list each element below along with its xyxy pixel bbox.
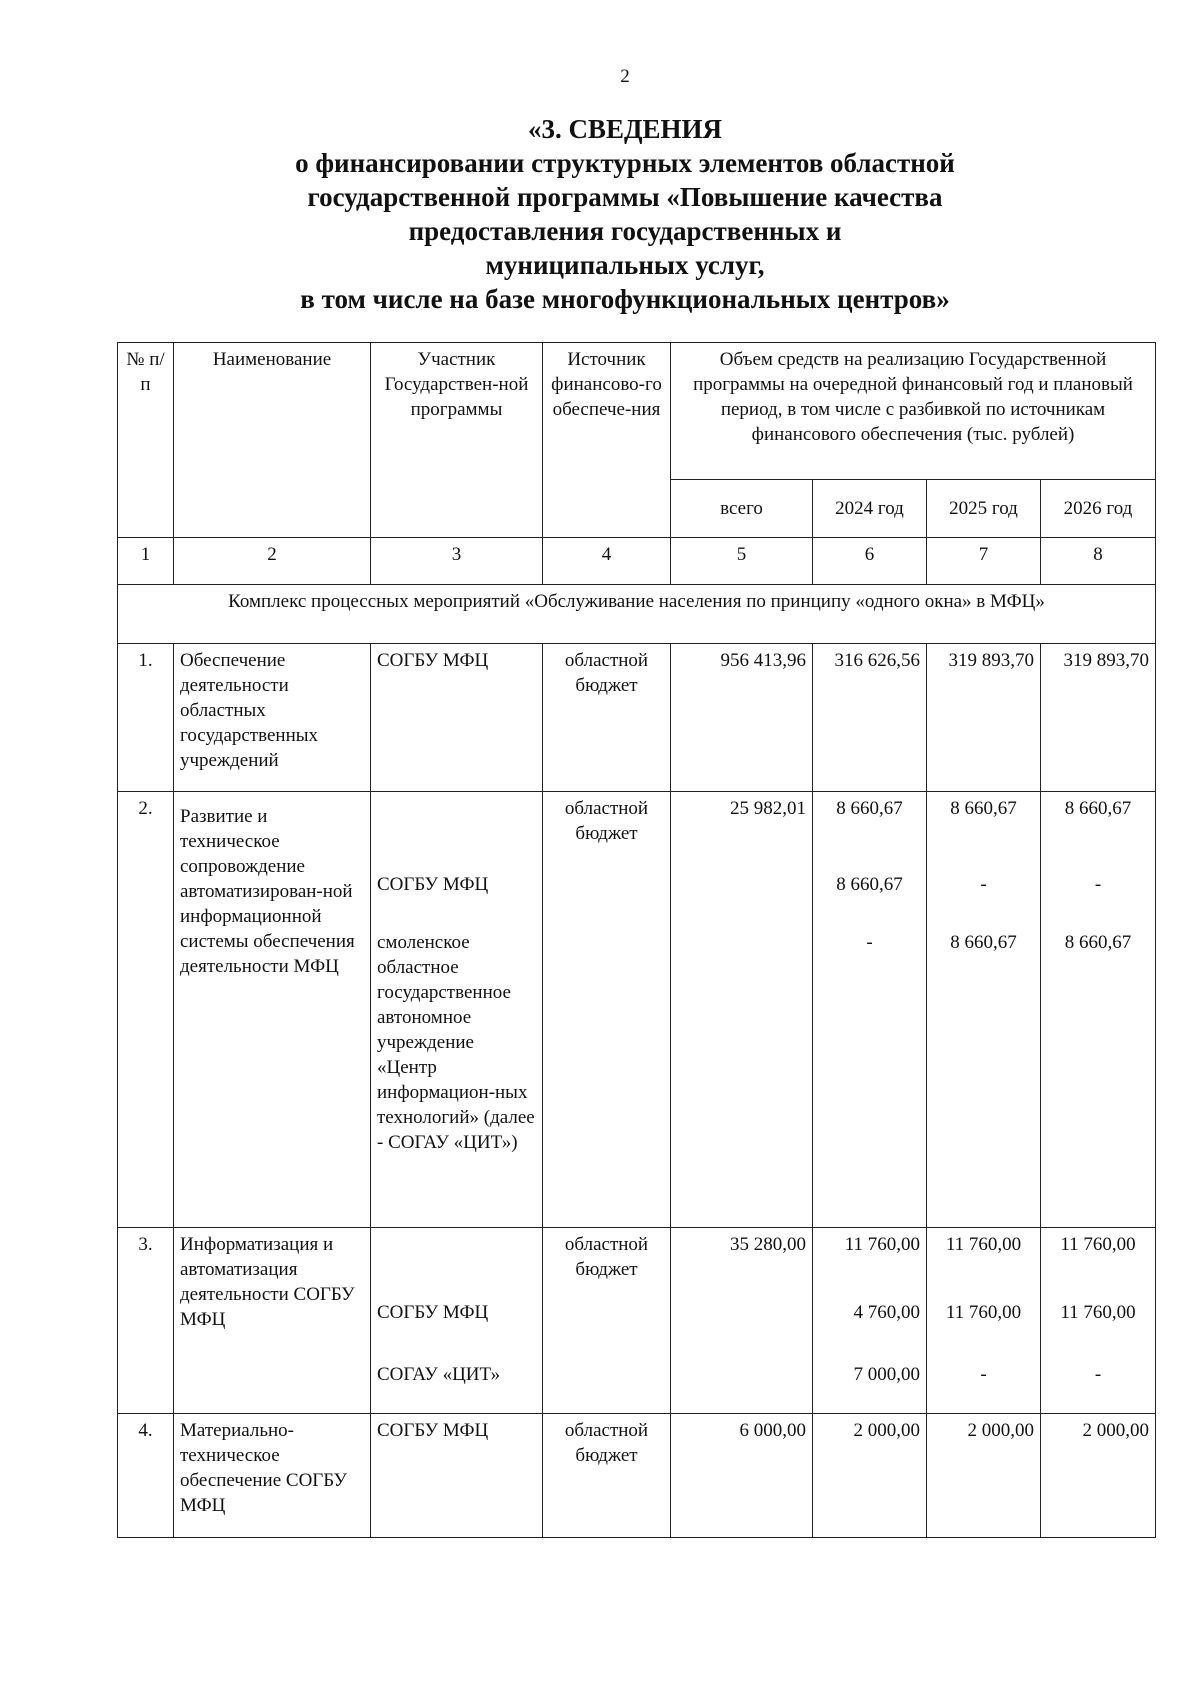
row-2026: 2 000,00 <box>1041 1414 1156 1538</box>
row-name: Материально-техническое обеспечение СОГБУ МФЦ <box>174 1414 371 1538</box>
row-2025-cell <box>927 792 1041 1228</box>
title-line: о финансировании структурных элементов областной <box>295 148 955 178</box>
participant-b: СОГАУ «ЦИТ» <box>377 1364 501 1385</box>
row-source: областной бюджет <box>543 1228 671 1414</box>
row-2024-b: - <box>866 932 873 953</box>
row-2025: 8 660,67 <box>950 798 1017 819</box>
row-2024: 316 626,56 <box>813 644 927 792</box>
col-number: 1 <box>118 538 174 585</box>
row-2024-a: 4 760,00 <box>853 1302 920 1323</box>
header-row <box>118 343 1156 480</box>
row-name: Информатизация и автоматизация деятельности СОГБУ МФЦ <box>174 1228 371 1414</box>
row-2025-b: 8 660,67 <box>950 932 1017 953</box>
col-number: 6 <box>813 538 927 585</box>
row-2024-a: 8 660,67 <box>836 874 903 895</box>
participant-b: смоленское областное государственное автономное учреждение «Центр информацион-ных технологий» (далее - СОГАУ «ЦИТ») <box>377 932 535 1153</box>
financing-table <box>117 342 1156 1538</box>
row-2026-cell <box>1041 1228 1156 1414</box>
participant-a: СОГБУ МФЦ <box>377 1302 489 1323</box>
section-title: Комплекс процессных мероприятий «Обслуживание населения по принципу «одного окна» в МФЦ» <box>118 585 1156 644</box>
row-source: областной бюджет <box>543 644 671 792</box>
row-num: 2. <box>118 792 174 1228</box>
section-row <box>118 585 1156 644</box>
participant-a: СОГБУ МФЦ <box>377 874 489 895</box>
row-2024-cell <box>813 792 927 1228</box>
row-participants <box>371 792 543 1228</box>
row-name: Обеспечение деятельности областных государственных учреждений <box>174 644 371 792</box>
row-2026-b: - <box>1094 1364 1102 1385</box>
row-2024: 8 660,67 <box>836 798 903 819</box>
title-line: «3. СВЕДЕНИЯ <box>527 114 723 144</box>
header-name: Наименование <box>174 343 371 538</box>
col-number: 4 <box>543 538 671 585</box>
row-participant: СОГБУ МФЦ <box>371 1414 543 1538</box>
row-2025: 11 760,00 <box>945 1234 1022 1255</box>
table-row <box>118 792 1156 1228</box>
row-2026: 8 660,67 <box>1064 798 1132 819</box>
row-participant: СОГБУ МФЦ <box>371 644 543 792</box>
row-2026-b: 8 660,67 <box>1064 932 1132 953</box>
header-2026: 2026 год <box>1041 480 1156 538</box>
row-num: 4. <box>118 1414 174 1538</box>
row-2025: 2 000,00 <box>927 1414 1041 1538</box>
row-num: 1. <box>118 644 174 792</box>
col-number: 5 <box>671 538 813 585</box>
row-2026-cell <box>1041 792 1156 1228</box>
row-participants <box>371 1228 543 1414</box>
row-name: Развитие и техническое сопровождение автоматизирован-ной информационной системы обеспечения деятельности МФЦ <box>174 792 371 1228</box>
col-number: 2 <box>174 538 371 585</box>
column-numbers-row <box>118 538 1156 585</box>
row-2025-cell <box>927 1228 1041 1414</box>
title-line: государственной программы «Повышение качества <box>307 182 943 212</box>
row-total: 956 413,96 <box>671 644 813 792</box>
row-2024-cell <box>813 1228 927 1414</box>
document-title <box>0 112 1200 316</box>
title-line: в том числе на базе многофункциональных центров» <box>300 284 950 314</box>
row-source: областной бюджет <box>543 1414 671 1538</box>
row-num: 3. <box>118 1228 174 1414</box>
row-2024-b: 7 000,00 <box>853 1364 920 1385</box>
title-line: предоставления государственных и <box>408 216 842 246</box>
title-line: муниципальных услуг, <box>485 250 765 280</box>
header-2024: 2024 год <box>813 480 927 538</box>
row-total: 35 280,00 <box>671 1228 813 1414</box>
row-2026-a: - <box>1094 874 1102 895</box>
page-number: 2 <box>620 66 630 87</box>
table-row <box>118 1414 1156 1538</box>
row-2025-b: - <box>980 1364 987 1385</box>
row-total: 6 000,00 <box>671 1414 813 1538</box>
row-2024: 11 760,00 <box>844 1234 920 1255</box>
header-num: № п/п <box>118 343 174 538</box>
row-2025-a: - <box>980 874 987 895</box>
header-volume: Объем средств на реализацию Государственной программы на очередной финансовый год и плановый период, в том числе с разбивкой по источникам финансового обеспечения (тыс. рублей) <box>671 343 1156 480</box>
table-row <box>118 1228 1156 1414</box>
row-2024: 2 000,00 <box>813 1414 927 1538</box>
row-2025-a: 11 760,00 <box>945 1302 1022 1323</box>
row-2026: 319 893,70 <box>1041 644 1156 792</box>
header-participant: Участник Государствен-ной программы <box>371 343 543 538</box>
row-2025: 319 893,70 <box>927 644 1041 792</box>
col-number: 8 <box>1041 538 1156 585</box>
col-number: 3 <box>371 538 543 585</box>
row-2026: 11 760,00 <box>1060 1234 1136 1255</box>
row-source: областной бюджет <box>543 792 671 1228</box>
header-2025: 2025 год <box>927 480 1041 538</box>
col-number: 7 <box>927 538 1041 585</box>
header-source: Источник финансово-го обеспече-ния <box>543 343 671 538</box>
row-2026-a: 11 760,00 <box>1060 1302 1136 1323</box>
row-total: 25 982,01 <box>671 792 813 1228</box>
header-total: всего <box>671 480 813 538</box>
table-row <box>118 644 1156 792</box>
